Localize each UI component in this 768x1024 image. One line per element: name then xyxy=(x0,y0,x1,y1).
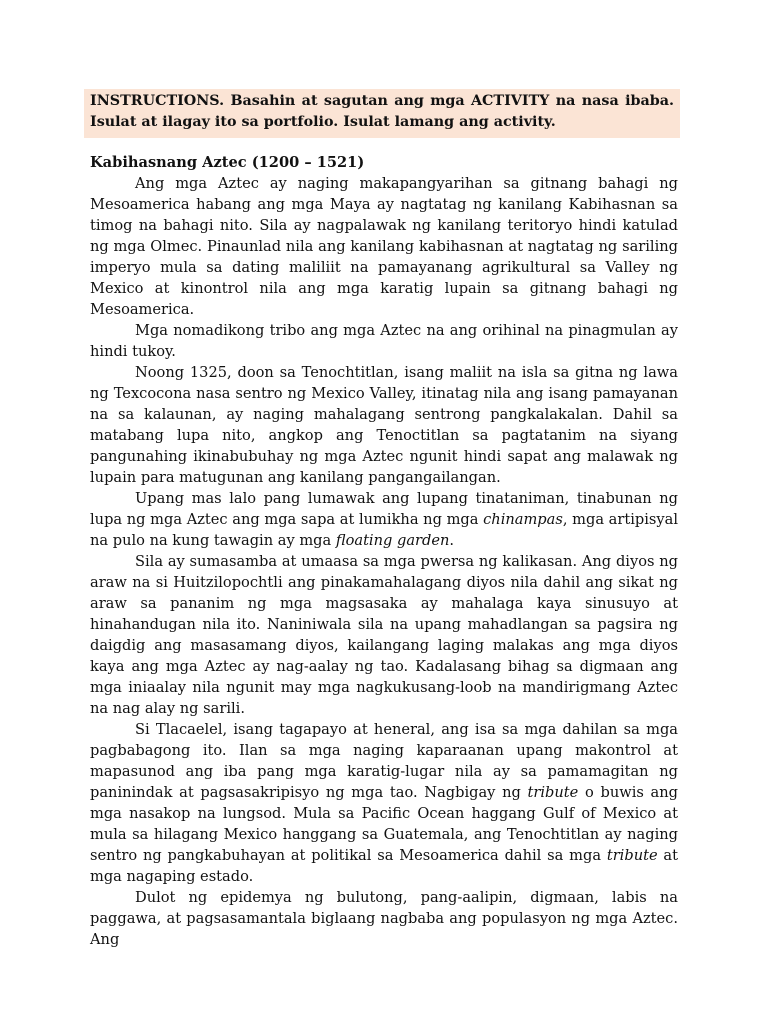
instructions-box: INSTRUCTIONS. Basahin at sagutan ang mga ACTIVITY na nasa ibaba. Isulat at ilagay ito sa portfolio. Isulat lamang ang activity. xyxy=(84,89,680,138)
paragraph-2: Mga nomadikong tribo ang mga Aztec na ang orihinal na pinagmulan ay hindi tukoy. xyxy=(90,322,678,360)
paragraph-4-text-a: Upang mas lalo pang lumawak ang lupang tinataniman, tinabunan ng lupa ng mga Aztec ang mga sapa at lumikha ng mga xyxy=(90,490,678,528)
paragraph-7: Dulot ng epidemya ng bulutong, pang-aalipin, digmaan, labis na paggawa, at pagsasamantala biglaang nagbaba ang populasyon ng mga Aztec. Ang xyxy=(90,889,678,948)
paragraph-6-text-a: Si Tlacaelel, isang tagapayo at heneral, ang isa sa mga dahilan sa mga pagbabagong ito. Ilan sa mga naging kaparaanan upang makontrol at mapasunod ang iba pang mga karatig-lugar nila ay sa pamamagitan ng paninindak at pagsasakripisyo ng mga tao. Nagbigay ng xyxy=(90,721,678,801)
paragraph-5: Sila ay sumasamba at umaasa sa mga pwersa ng kalikasan. Ang diyos ng araw na si Huitzilopochtli ang pinakamahalagang diyos nila dahil ang sikat ng araw sa pananim ng mga magsasaka ay mahalaga kaya sinusuyo at hinahandugan nila ito. Naniniwala sila na upang mahadlangan sa pagsira ng daigdig ang masasamang diyos, kailangang laging malakas ang mga diyos kaya ang mga Aztec ay nag-aalay ng tao. Kadalasang bihag sa digmaan ang mga iniaalay nila ngunit may mga nagkukusang-loob na mandirigmang Aztec na nag alay ng sarili. xyxy=(90,553,678,717)
paragraph-4-text-b: , mga artipisyal na pulo na kung tawagin ay mga xyxy=(90,511,678,549)
paragraph-4-text-c: . xyxy=(449,532,455,549)
paragraph-6 xyxy=(90,719,678,887)
paragraph-6-text-c: at mga nagaping estado. xyxy=(90,847,678,885)
section-heading: Kabihasnang Aztec (1200 – 1521) xyxy=(90,154,365,171)
paragraph-6-emphasis-tribute-1: tribute xyxy=(527,784,579,801)
paragraph-4-emphasis-chinampas: chinampas xyxy=(483,511,563,528)
paragraph-4 xyxy=(90,488,678,551)
paragraph-1: Ang mga Aztec ay naging makapangyarihan sa gitnang bahagi ng Mesoamerica habang ang mga Maya ay nagtatag ng kanilang Kabihasnan sa timog na bahagi nito. Sila ay nagpalawak ng kanilang teritoryo hindi katulad ng mga Olmec. Pinaunlad nila ang kanilang kabihasnan at nagtatag ng sariling imperyo mula sa dating maliliit na pamayanang agrikultural sa Valley ng Mexico at kinontrol nila ang mga karatig lupain sa gitnang bahagi ng Mesoamerica. xyxy=(90,175,678,318)
document-body xyxy=(90,152,678,950)
paragraph-4-emphasis-floating-garden: floating garden xyxy=(335,532,450,549)
paragraph-6-emphasis-tribute-2: tribute xyxy=(606,847,658,864)
paragraph-3: Noong 1325, doon sa Tenochtitlan, isang maliit na isla sa gitna ng lawa ng Texcocona nasa sentro ng Mexico Valley, itinatag nila ang isang pamayanan na sa kalaunan, ay naging mahalagang sentrong pangkalakalan. Dahil sa matabang lupa nito, angkop ang Tenoctitlan sa pagtatanim na siyang pangunahing ikinabubuhay ng mga Aztec ngunit hindi sapat ang malawak ng lupain para matugunan ang kanilang pangangailangan. xyxy=(90,364,678,486)
paragraph-6-text-b: o buwis ang mga nasakop na lungsod. Mula sa Pacific Ocean haggang Gulf of Mexico at mula sa hilagang Mexico hanggang sa Guatemala, ang Tenochtitlan ay naging sentro ng pangkabuhayan at politikal sa Mesoamerica dahil sa mga xyxy=(90,784,678,864)
